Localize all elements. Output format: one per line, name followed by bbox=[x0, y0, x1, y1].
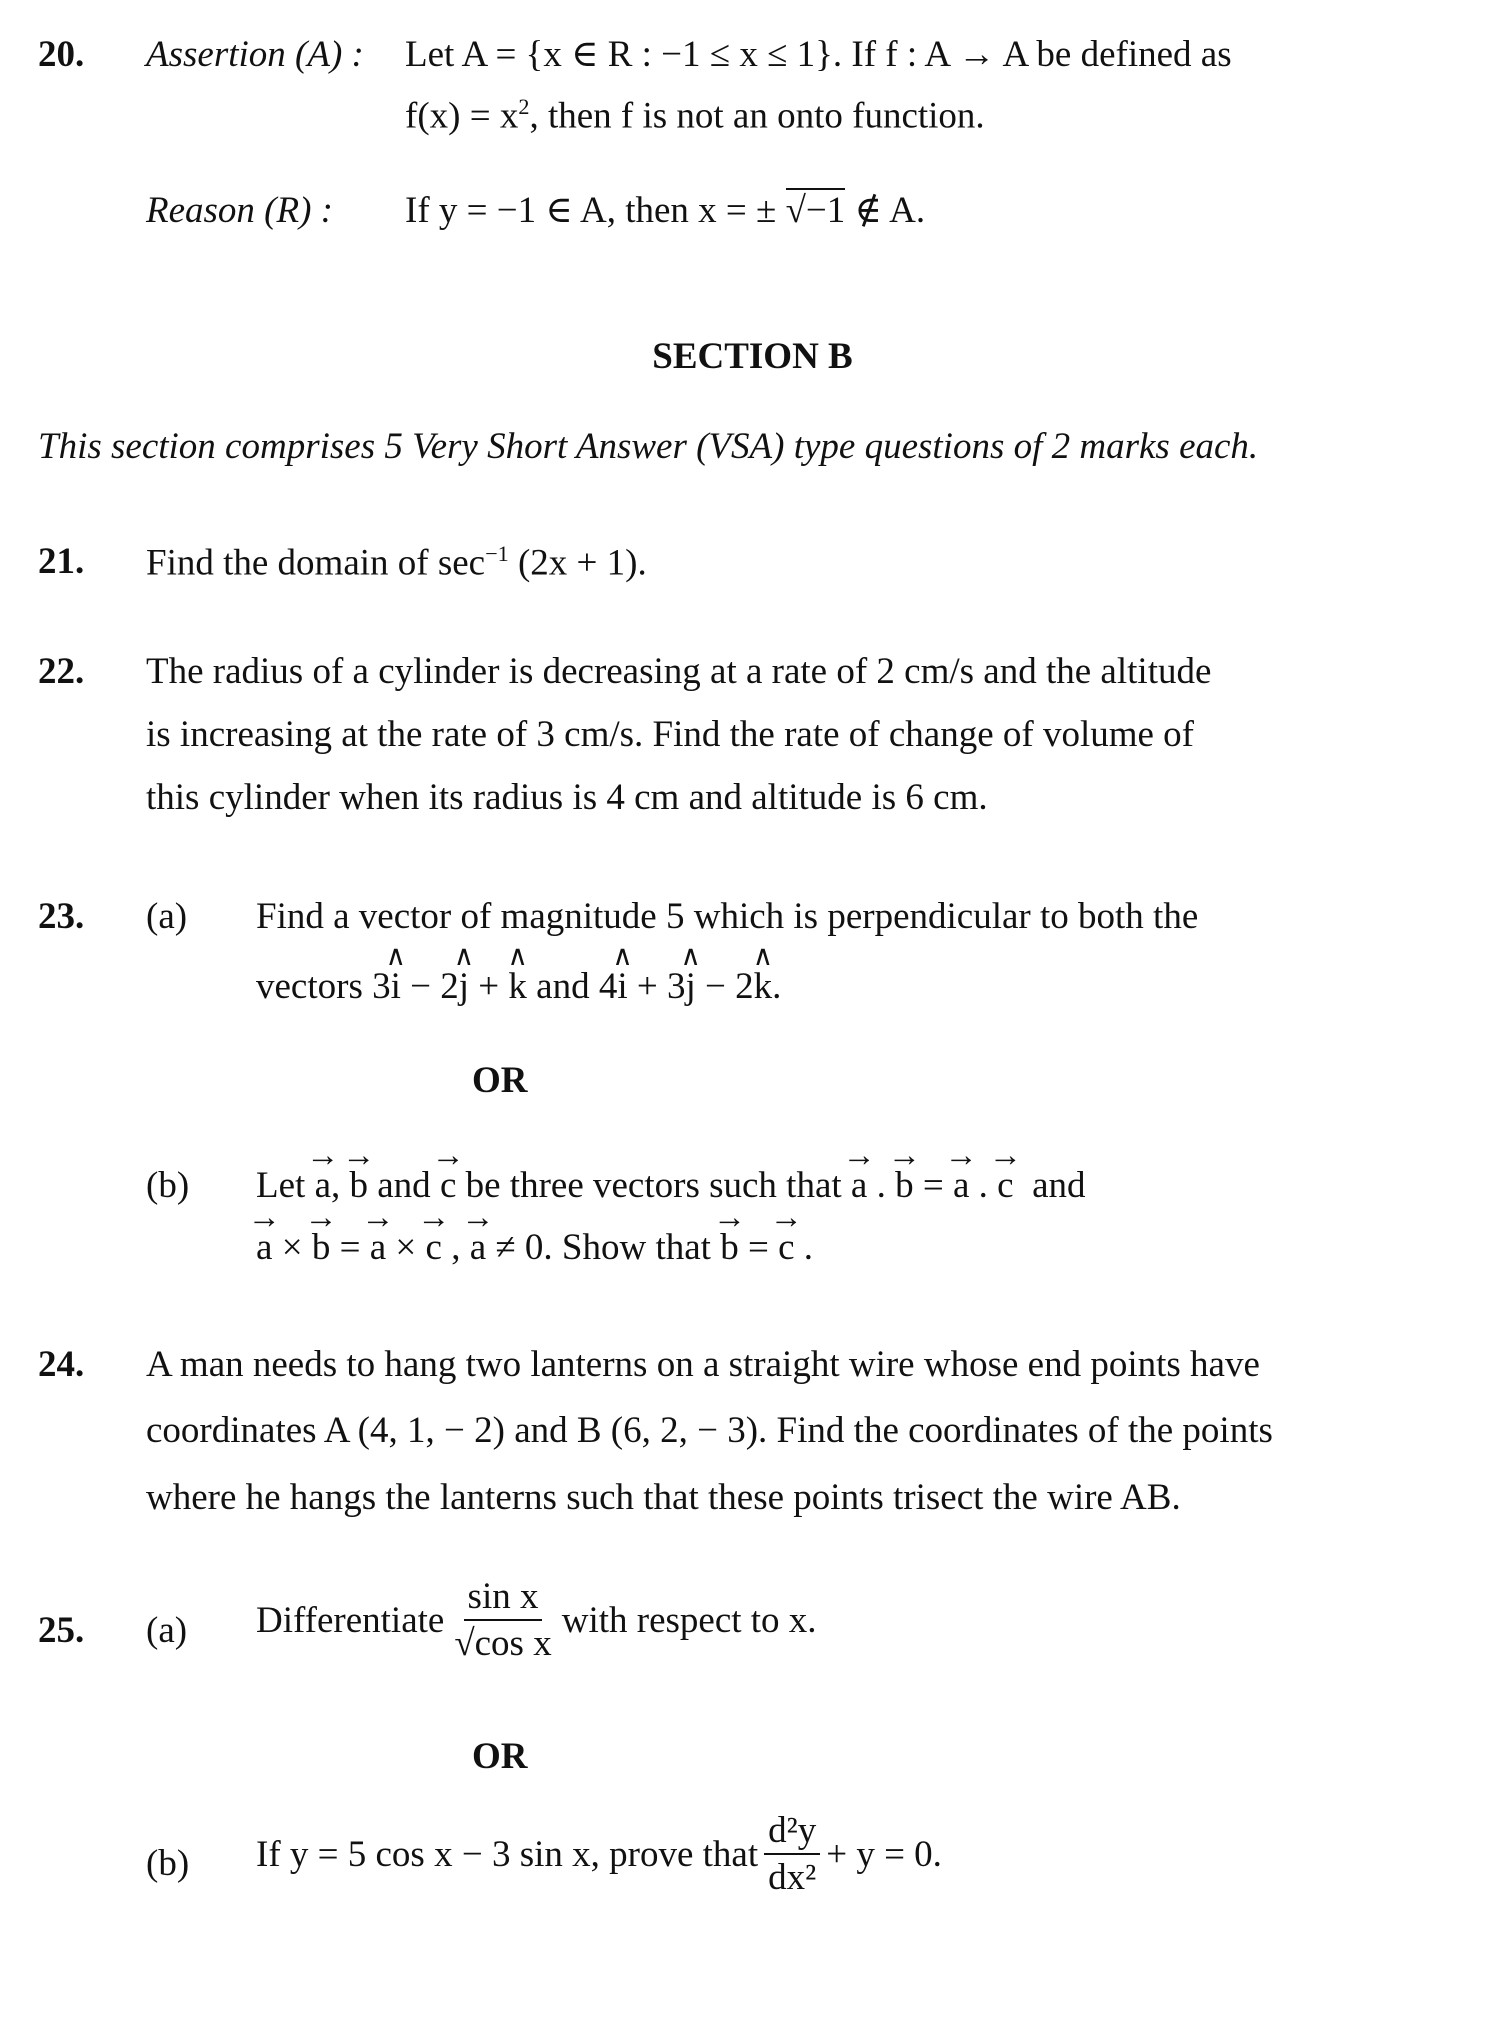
q25a-post: with respect to x. bbox=[561, 1599, 817, 1641]
op: + bbox=[469, 966, 509, 1007]
vector-a: → a bbox=[470, 1229, 486, 1266]
q21-exponent: −1 bbox=[485, 541, 509, 566]
vector-b: → b bbox=[350, 1167, 369, 1204]
q23b-show-that: ≠ 0. Show that bbox=[486, 1227, 721, 1268]
coef: 3 bbox=[372, 966, 391, 1007]
assertion-label: Assertion (A) : bbox=[146, 34, 364, 75]
coef: 4 bbox=[598, 966, 618, 1007]
q23b-line-2: → a × → b = → a × → c , → a ≠ 0. Show that → b = → c . bbox=[256, 1229, 813, 1266]
assertion-line-1: Let A = {x ∈ R : −1 ≤ x ≤ 1}. If f : A → A be defined as bbox=[405, 34, 1232, 75]
q21-pre: Find the domain of sec bbox=[146, 542, 486, 584]
vector-c: → c bbox=[997, 1167, 1013, 1204]
question-number-22: 22. bbox=[38, 651, 85, 692]
unit-j: ∧ j bbox=[459, 968, 469, 1005]
vector-c: → c bbox=[778, 1229, 794, 1266]
differentiate-word: Differentiate bbox=[256, 1599, 445, 1641]
numerator: d²y bbox=[764, 1812, 820, 1855]
question-number-21: 21. bbox=[38, 541, 85, 582]
q25b-pre: If y = 5 cos x − 3 sin x, prove that bbox=[256, 1833, 759, 1875]
or-divider-23: OR bbox=[472, 1060, 528, 1101]
q24-line-1: A man needs to hang two lanterns on a straight wire whose end points have bbox=[146, 1344, 1260, 1385]
section-instructions: This section comprises 5 Very Short Answer (VSA) type questions of 2 marks each. bbox=[38, 426, 1259, 467]
q23-part-b-label: (b) bbox=[146, 1165, 190, 1206]
vector-b: → b bbox=[312, 1229, 331, 1266]
vector-b: → b bbox=[720, 1229, 739, 1266]
question-21-text bbox=[146, 541, 647, 584]
unit-i: ∧ i bbox=[391, 968, 401, 1005]
vector-c: → c bbox=[426, 1229, 442, 1266]
question-number-25: 25. bbox=[38, 1610, 85, 1651]
q25-part-a-label: (a) bbox=[146, 1610, 188, 1651]
reason-text bbox=[405, 192, 925, 229]
vectors-word: vectors bbox=[256, 966, 373, 1007]
q21-post: (2x + 1). bbox=[508, 542, 647, 584]
or-divider-25: OR bbox=[472, 1736, 528, 1777]
coef: − 2 bbox=[400, 966, 459, 1007]
vector-a: → a bbox=[851, 1167, 867, 1204]
reason-pre: If y = −1 ∈ A, then x = ± bbox=[405, 190, 786, 231]
q24-line-3: where he hangs the lanterns such that these points trisect the wire AB. bbox=[146, 1477, 1181, 1518]
assertion-fx: f(x) = x bbox=[405, 95, 519, 137]
and-word: and bbox=[368, 1165, 440, 1206]
q22-line-1: The radius of a cylinder is decreasing at a rate of 2 cm/s and the altitude bbox=[146, 651, 1212, 692]
q25-part-b-label: (b) bbox=[146, 1843, 190, 1884]
coef: + 3 bbox=[627, 966, 686, 1007]
question-number-20: 20. bbox=[38, 34, 85, 75]
vector-a: → a bbox=[370, 1229, 386, 1266]
and-word: and bbox=[1032, 1165, 1086, 1206]
sqrt-icon: √ bbox=[785, 190, 806, 231]
vector-b: → b bbox=[895, 1167, 914, 1204]
unit-j: ∧ j bbox=[686, 968, 696, 1005]
q23b-mid: be three vectors such that bbox=[456, 1165, 851, 1206]
question-number-24: 24. bbox=[38, 1344, 85, 1385]
q23-part-a-label: (a) bbox=[146, 896, 188, 937]
sqrt-radicand: −1 bbox=[805, 190, 846, 231]
and-word: and bbox=[526, 966, 599, 1007]
unit-i: ∧ i bbox=[617, 968, 627, 1005]
exponent: 2 bbox=[518, 94, 530, 119]
q23a-line-1: Find a vector of magnitude 5 which is perpendicular to both the bbox=[256, 896, 1199, 937]
period: . bbox=[794, 1227, 814, 1268]
denominator: √cos x bbox=[454, 1623, 552, 1664]
q23b-line-1: Let → a, → b and → c be three vectors such that → a . → b = → a . → c and bbox=[256, 1167, 1086, 1204]
unit-k: ∧ k bbox=[508, 968, 527, 1005]
coef: − 2 bbox=[695, 966, 754, 1007]
question-number-23: 23. bbox=[38, 896, 85, 937]
q24-line-2: coordinates A (4, 1, − 2) and B (6, 2, − 3). Find the coordinates of the points bbox=[146, 1410, 1273, 1451]
assertion-conclusion: , then f is not an onto function. bbox=[529, 95, 985, 137]
assertion-line-2 bbox=[405, 94, 985, 137]
q22-line-3: this cylinder when its radius is 4 cm and altitude is 6 cm. bbox=[146, 777, 988, 818]
reason-label: Reason (R) : bbox=[146, 190, 333, 231]
vector-a: → a bbox=[256, 1229, 272, 1266]
sqrt-expression bbox=[786, 188, 846, 231]
q22-line-2: is increasing at the rate of 3 cm/s. Find the rate of change of volume of bbox=[146, 714, 1194, 755]
section-title: SECTION B bbox=[652, 336, 853, 377]
vector-a: → a bbox=[315, 1167, 331, 1204]
unit-k: ∧ k bbox=[754, 968, 773, 1005]
reason-post: ∉ A. bbox=[845, 190, 926, 231]
period: . bbox=[772, 966, 782, 1007]
let-word: Let bbox=[256, 1165, 315, 1206]
vector-a: → a bbox=[953, 1167, 969, 1204]
vector-c: → c bbox=[440, 1167, 456, 1204]
fraction bbox=[450, 1578, 555, 1662]
q25a-text bbox=[256, 1578, 817, 1662]
numerator: sin x bbox=[464, 1578, 543, 1621]
q25b-text bbox=[256, 1812, 942, 1896]
denominator: dx² bbox=[768, 1857, 817, 1898]
q25b-post: + y = 0. bbox=[826, 1833, 942, 1875]
fraction bbox=[764, 1812, 820, 1896]
q23a-line-2 bbox=[256, 968, 781, 1005]
